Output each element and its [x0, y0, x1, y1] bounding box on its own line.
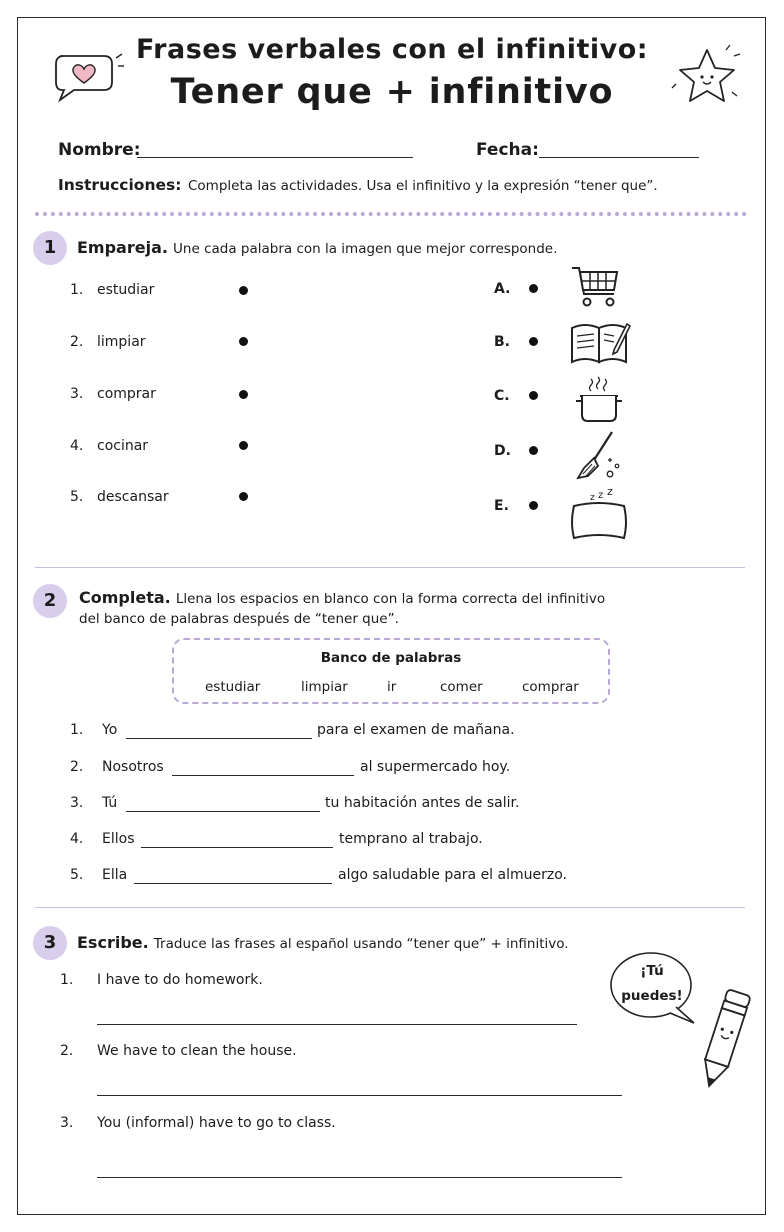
book-pen-icon — [570, 320, 630, 364]
section-1-heading — [77, 238, 557, 257]
dotted-divider — [35, 212, 747, 216]
section-2-subtitle-line-2: del banco de palabras después de “tener que”. — [79, 611, 399, 627]
smiling-pencil-icon — [692, 986, 754, 1094]
svg-text:z: z — [598, 490, 604, 501]
date-field[interactable] — [539, 140, 699, 158]
word-bank-title: Banco de palabras — [320, 650, 462, 666]
title-line-2: Tener que + infinitivo — [170, 72, 614, 112]
match-word: descansar — [97, 489, 169, 505]
section-2-badge: 2 — [33, 584, 67, 618]
fill-blank[interactable] — [126, 722, 312, 739]
sentence-start: Ellos — [102, 831, 135, 847]
prompt-text: You (informal) have to go to class. — [97, 1115, 336, 1131]
match-word-number: 5. — [70, 489, 84, 505]
match-word-number: 3. — [70, 386, 84, 402]
broom-icon — [574, 430, 624, 482]
match-dot-left[interactable] — [239, 337, 248, 346]
section-3-subtitle: Traduce las frases al español usando “tener que” + infinitivo. — [153, 936, 569, 952]
section-3-badge: 3 — [33, 926, 67, 960]
match-word-number: 1. — [70, 282, 84, 298]
instructions-label: Instrucciones: — [58, 176, 182, 194]
fill-blank[interactable] — [134, 867, 332, 884]
match-word-number: 4. — [70, 438, 84, 454]
section-1-title: Empareja. — [77, 238, 168, 257]
shopping-cart-icon — [570, 264, 620, 310]
date-label: Fecha: — [476, 140, 539, 160]
sentence-number: 5. — [70, 867, 84, 883]
fill-blank[interactable] — [126, 795, 320, 812]
word-bank-word: estudiar — [205, 679, 261, 695]
match-word: limpiar — [97, 334, 146, 350]
svg-text:z: z — [590, 493, 595, 503]
svg-text:z: z — [607, 485, 613, 498]
sentence-start: Tú — [102, 795, 118, 811]
match-dot-left[interactable] — [239, 286, 248, 295]
match-dot-left[interactable] — [239, 441, 248, 450]
cooking-pot-icon — [574, 375, 624, 425]
match-word: comprar — [97, 386, 156, 402]
sentence-start: Nosotros — [102, 759, 164, 775]
fill-blank[interactable] — [172, 759, 354, 776]
section-2-heading — [79, 588, 605, 607]
match-letter: D. — [494, 443, 511, 459]
word-bank-word: limpiar — [301, 679, 348, 695]
sentence-end: para el examen de mañana. — [317, 722, 515, 738]
match-letter: C. — [494, 388, 510, 404]
section-1-subtitle: Une cada palabra con la imagen que mejor corresponde. — [173, 241, 558, 257]
section-3-heading — [77, 933, 569, 952]
bubble-text-line-2: puedes! — [621, 988, 683, 1004]
match-letter: B. — [494, 334, 510, 350]
name-field[interactable] — [137, 140, 413, 158]
match-dot-right[interactable] — [529, 391, 538, 400]
word-bank-word: comer — [440, 679, 483, 695]
prompt-number: 2. — [60, 1043, 74, 1059]
match-word-number: 2. — [70, 334, 84, 350]
match-dot-left[interactable] — [239, 492, 248, 501]
section-2-subtitle-line-1: Llena los espacios en blanco con la forma correcta del infinitivo — [175, 591, 606, 607]
sentence-number: 3. — [70, 795, 84, 811]
match-letter: E. — [494, 498, 509, 514]
section-3-title: Escribe. — [77, 933, 149, 952]
sentence-number: 1. — [70, 722, 84, 738]
match-dot-left[interactable] — [239, 390, 248, 399]
prompt-text: I have to do homework. — [97, 972, 263, 988]
match-dot-right[interactable] — [529, 337, 538, 346]
sentence-end: algo saludable para el almuerzo. — [338, 867, 567, 883]
name-label: Nombre: — [58, 140, 141, 160]
match-dot-right[interactable] — [529, 501, 538, 510]
sentence-number: 2. — [70, 759, 84, 775]
title-line-1: Frases verbales con el infinitivo: — [135, 34, 649, 65]
word-bank-word: ir — [387, 679, 397, 695]
bubble-text-line-1: ¡Tú — [640, 963, 664, 979]
match-dot-right[interactable] — [529, 446, 538, 455]
prompt-number: 3. — [60, 1115, 74, 1131]
sentence-end: tu habitación antes de salir. — [325, 795, 520, 811]
instructions-text: Completa las actividades. Usa el infinitivo y la expresión “tener que”. — [188, 178, 658, 194]
fill-blank[interactable] — [141, 831, 333, 848]
match-word: cocinar — [97, 438, 149, 454]
section-2-title: Completa. — [79, 588, 171, 607]
answer-line[interactable] — [97, 1161, 622, 1178]
sentence-number: 4. — [70, 831, 84, 847]
match-dot-right[interactable] — [529, 284, 538, 293]
pillow-sleep-icon — [568, 486, 630, 544]
sentence-end: temprano al trabajo. — [339, 831, 483, 847]
match-letter: A. — [494, 281, 511, 297]
prompt-number: 1. — [60, 972, 74, 988]
sentence-start: Ella — [102, 867, 128, 883]
section-divider — [35, 907, 745, 908]
match-word: estudiar — [97, 282, 155, 298]
prompt-text: We have to clean the house. — [97, 1043, 297, 1059]
sentence-end: al supermercado hoy. — [360, 759, 511, 775]
word-bank-word: comprar — [522, 679, 579, 695]
answer-line[interactable] — [97, 1079, 622, 1096]
answer-line[interactable] — [97, 1008, 577, 1025]
sentence-start: Yo — [102, 722, 118, 738]
section-divider — [35, 567, 745, 568]
section-1-badge: 1 — [33, 231, 67, 265]
